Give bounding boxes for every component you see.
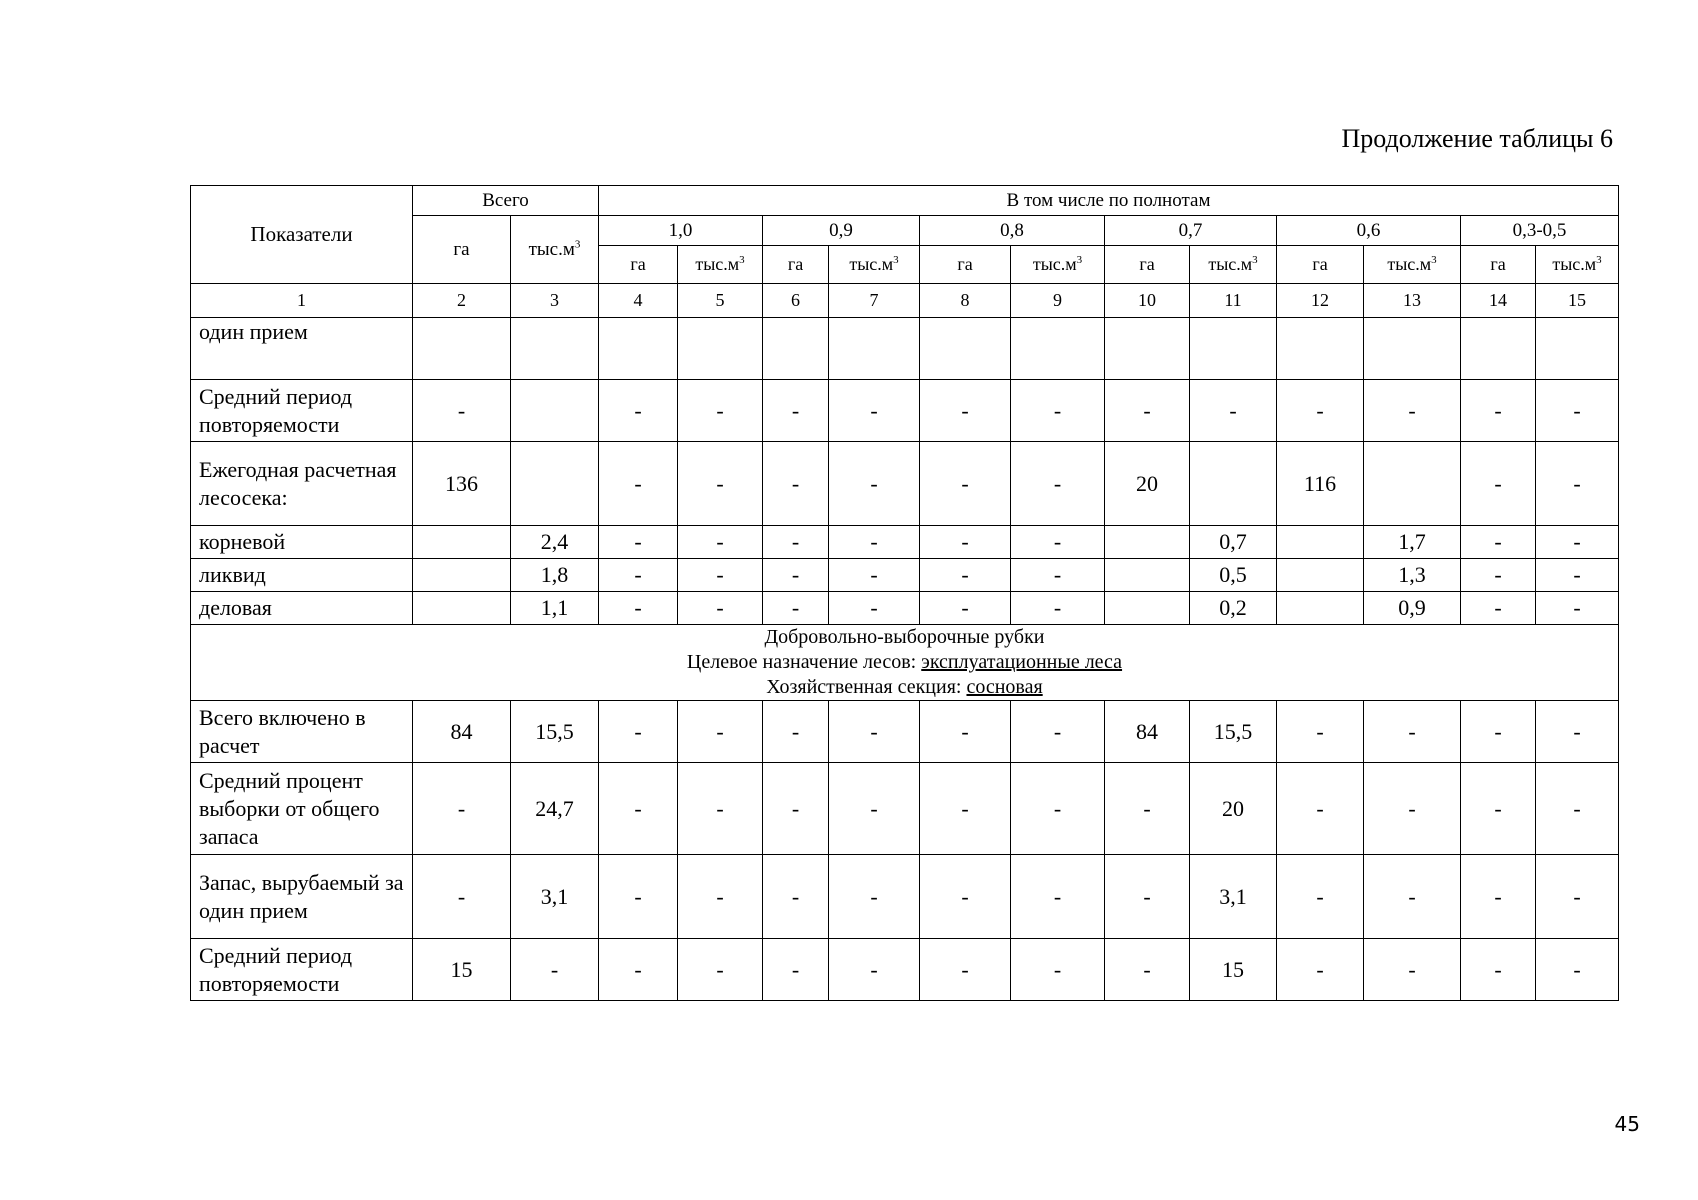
header-unit-ha: га (1461, 246, 1536, 284)
table-cell: - (413, 763, 511, 855)
table-cell: - (678, 939, 763, 1001)
table-cell (1190, 318, 1277, 380)
column-number: 1 (191, 284, 413, 318)
row-label: Запас, вырубаемый за один прием (191, 855, 413, 939)
header-unit-volume: $тыс.м^3$ (678, 246, 763, 284)
table-cell: - (763, 763, 829, 855)
table-cell: 1,3 (1364, 559, 1461, 592)
table-cell: - (920, 559, 1011, 592)
table-cell: - (599, 592, 678, 625)
table-row (191, 592, 1619, 625)
table-cell: - (920, 701, 1011, 763)
table-cell: - (1536, 855, 1619, 939)
row-label: деловая (191, 592, 413, 625)
table-cell: 136 (413, 442, 511, 526)
table-cell: - (920, 763, 1011, 855)
table-cell: - (763, 592, 829, 625)
table-cell: - (1011, 526, 1105, 559)
table-cell: - (829, 559, 920, 592)
column-number: 9 (1011, 284, 1105, 318)
table-cell: - (599, 763, 678, 855)
table-cell: - (1536, 701, 1619, 763)
table-cell: - (678, 442, 763, 526)
header-total-volume: $тыс.м^3$ (511, 216, 599, 284)
table-cell (1105, 318, 1190, 380)
table-cell: 15,5 (511, 701, 599, 763)
table-cell: - (1011, 939, 1105, 1001)
table-cell: - (1011, 701, 1105, 763)
table-cell (1364, 318, 1461, 380)
header-unit-ha: га (1277, 246, 1364, 284)
table-row (191, 442, 1619, 526)
column-number: 5 (678, 284, 763, 318)
table-caption: Продолжение таблицы 6 (1341, 124, 1613, 153)
table-cell: - (678, 526, 763, 559)
table-cell (511, 442, 599, 526)
table-cell (511, 380, 599, 442)
table-cell: - (1011, 763, 1105, 855)
table-row (191, 701, 1619, 763)
table-cell: - (1461, 559, 1536, 592)
table-cell: 84 (413, 701, 511, 763)
column-number: 3 (511, 284, 599, 318)
row-label: один прием (191, 318, 413, 380)
table-cell: - (829, 763, 920, 855)
table-cell: - (1461, 701, 1536, 763)
table-cell: - (1364, 380, 1461, 442)
table-cell: 0,5 (1190, 559, 1277, 592)
table-cell: - (1461, 592, 1536, 625)
table-cell: - (413, 380, 511, 442)
table-row (191, 318, 1619, 380)
table-cell: - (829, 939, 920, 1001)
header-unit-volume: $тыс.м^3$ (1364, 246, 1461, 284)
table-row (191, 380, 1619, 442)
table-cell (1105, 592, 1190, 625)
table-cell (1364, 442, 1461, 526)
table-cell: - (1105, 380, 1190, 442)
table-cell: - (678, 855, 763, 939)
table-cell: 1,8 (511, 559, 599, 592)
row-label: Средний период повторяемости (191, 380, 413, 442)
table-cell: - (599, 380, 678, 442)
table-cell: - (1461, 763, 1536, 855)
table-cell (1105, 526, 1190, 559)
table-cell (1190, 442, 1277, 526)
table-cell: - (1011, 380, 1105, 442)
table-cell: - (1011, 855, 1105, 939)
header-unit-ha: га (763, 246, 829, 284)
table-cell: 3,1 (511, 855, 599, 939)
data-table (190, 185, 1619, 1001)
row-label: Средний период повторяемости (191, 939, 413, 1001)
table-cell: 84 (1105, 701, 1190, 763)
table-cell: - (1461, 380, 1536, 442)
header-unit-volume: $тыс.м^3$ (829, 246, 920, 284)
table-cell (413, 559, 511, 592)
header-total: Всего (413, 186, 599, 216)
table-cell: - (1461, 442, 1536, 526)
table-cell: - (1364, 763, 1461, 855)
table-cell: 24,7 (511, 763, 599, 855)
table-cell: - (1536, 380, 1619, 442)
table-cell: - (920, 380, 1011, 442)
column-number: 4 (599, 284, 678, 318)
table-cell (511, 318, 599, 380)
column-number: 7 (829, 284, 920, 318)
table-cell: - (1536, 526, 1619, 559)
table-cell (678, 318, 763, 380)
table-cell: 0,9 (1364, 592, 1461, 625)
header-unit-volume: $тыс.м^3$ (1190, 246, 1277, 284)
table-cell: - (829, 855, 920, 939)
table-cell: - (599, 526, 678, 559)
table-cell: - (920, 526, 1011, 559)
table-cell: - (413, 855, 511, 939)
table-cell: - (1461, 939, 1536, 1001)
table-cell: 20 (1190, 763, 1277, 855)
header-density: 1,0 (599, 216, 763, 246)
section-heading (191, 625, 1619, 701)
table-cell (1461, 318, 1536, 380)
table-cell: - (920, 442, 1011, 526)
column-number: 2 (413, 284, 511, 318)
column-number: 6 (763, 284, 829, 318)
header-indicators: Показатели (191, 186, 413, 284)
column-number: 13 (1364, 284, 1461, 318)
header-density: 0,6 (1277, 216, 1461, 246)
table-cell: - (599, 559, 678, 592)
table-cell: - (678, 380, 763, 442)
table-cell: - (763, 939, 829, 1001)
table-cell: - (1536, 939, 1619, 1001)
table-cell: - (1105, 763, 1190, 855)
table-cell: - (763, 701, 829, 763)
table-cell: - (1536, 559, 1619, 592)
table-cell (413, 526, 511, 559)
table-cell: - (1277, 763, 1364, 855)
table-cell: - (763, 559, 829, 592)
table-cell: - (763, 380, 829, 442)
header-density: 0,7 (1105, 216, 1277, 246)
table-cell: 2,4 (511, 526, 599, 559)
table-cell: - (1105, 855, 1190, 939)
table-cell: - (1277, 939, 1364, 1001)
table-cell: - (1277, 701, 1364, 763)
table-cell (763, 318, 829, 380)
header-unit-volume: $тыс.м^3$ (1011, 246, 1105, 284)
table-cell: - (599, 939, 678, 1001)
table-cell: - (1105, 939, 1190, 1001)
table-cell: - (1190, 380, 1277, 442)
table-cell: 0,7 (1190, 526, 1277, 559)
table-cell: - (678, 559, 763, 592)
row-label: ликвид (191, 559, 413, 592)
table-cell: - (1536, 763, 1619, 855)
table-row (191, 763, 1619, 855)
table-cell (1277, 592, 1364, 625)
table-cell: - (920, 939, 1011, 1001)
column-number: 8 (920, 284, 1011, 318)
table-cell: - (1364, 939, 1461, 1001)
table-cell (1011, 318, 1105, 380)
table-cell: 3,1 (1190, 855, 1277, 939)
table-cell (1105, 559, 1190, 592)
table-cell: - (829, 380, 920, 442)
table-cell: 15 (413, 939, 511, 1001)
table-cell (413, 592, 511, 625)
table-cell (599, 318, 678, 380)
table-row (191, 526, 1619, 559)
table-cell: - (599, 701, 678, 763)
table-cell: - (678, 592, 763, 625)
table-cell: - (599, 442, 678, 526)
column-number: 12 (1277, 284, 1364, 318)
section-line-cutting-type: Добровольно-выборочные рубки (764, 626, 1045, 648)
table-cell: - (599, 855, 678, 939)
table-cell: - (920, 855, 1011, 939)
table-cell: 1,1 (511, 592, 599, 625)
table-cell: - (1011, 559, 1105, 592)
table-cell: - (763, 855, 829, 939)
table-cell: - (1536, 592, 1619, 625)
table-cell: - (829, 442, 920, 526)
table-cell: 20 (1105, 442, 1190, 526)
table-cell: - (1364, 701, 1461, 763)
row-label: корневой (191, 526, 413, 559)
table-cell: - (678, 763, 763, 855)
table-cell: - (829, 526, 920, 559)
table-cell: - (1277, 855, 1364, 939)
table-cell: - (920, 592, 1011, 625)
table-cell: 116 (1277, 442, 1364, 526)
table-cell: - (1364, 855, 1461, 939)
section-line-economic-section: Хозяйственная секция: сосновая (766, 676, 1043, 698)
table-cell: - (1461, 855, 1536, 939)
header-density: 0,9 (763, 216, 920, 246)
table-cell (1277, 559, 1364, 592)
page-number: 45 (1614, 1112, 1640, 1136)
table-row (191, 855, 1619, 939)
row-label: Всего включено в расчет (191, 701, 413, 763)
header-by-density: В том числе по полнотам (599, 186, 1619, 216)
table-cell: - (829, 592, 920, 625)
table-cell (1536, 318, 1619, 380)
table-cell: - (763, 526, 829, 559)
header-unit-ha: га (1105, 246, 1190, 284)
table-cell (413, 318, 511, 380)
table-cell: - (763, 442, 829, 526)
table-cell (829, 318, 920, 380)
header-total-ha: га (413, 216, 511, 284)
table-cell: 1,7 (1364, 526, 1461, 559)
column-number: 15 (1536, 284, 1619, 318)
header-unit-ha: га (920, 246, 1011, 284)
row-label: Средний процент выборки от общего запаса (191, 763, 413, 855)
column-number: 14 (1461, 284, 1536, 318)
table-row (191, 939, 1619, 1001)
row-label: Ежегодная расчетная лесосека: (191, 442, 413, 526)
table-cell: - (1011, 592, 1105, 625)
table-cell: - (1461, 526, 1536, 559)
table-cell (920, 318, 1011, 380)
table-cell (1277, 526, 1364, 559)
header-unit-volume: $тыс.м^3$ (1536, 246, 1619, 284)
header-density: 0,3-0,5 (1461, 216, 1619, 246)
table-cell: 0,2 (1190, 592, 1277, 625)
table-cell: - (829, 701, 920, 763)
table-cell: 15 (1190, 939, 1277, 1001)
table-row (191, 559, 1619, 592)
table-cell: 15,5 (1190, 701, 1277, 763)
table-cell: - (1011, 442, 1105, 526)
column-number: 11 (1190, 284, 1277, 318)
table-cell: - (511, 939, 599, 1001)
table-cell (1277, 318, 1364, 380)
table-cell: - (1277, 380, 1364, 442)
column-number: 10 (1105, 284, 1190, 318)
header-density: 0,8 (920, 216, 1105, 246)
header-unit-ha: га (599, 246, 678, 284)
section-line-purpose: Целевое назначение лесов: эксплуатационные леса (686, 651, 1123, 673)
table-cell: - (678, 701, 763, 763)
table-cell: - (1536, 442, 1619, 526)
